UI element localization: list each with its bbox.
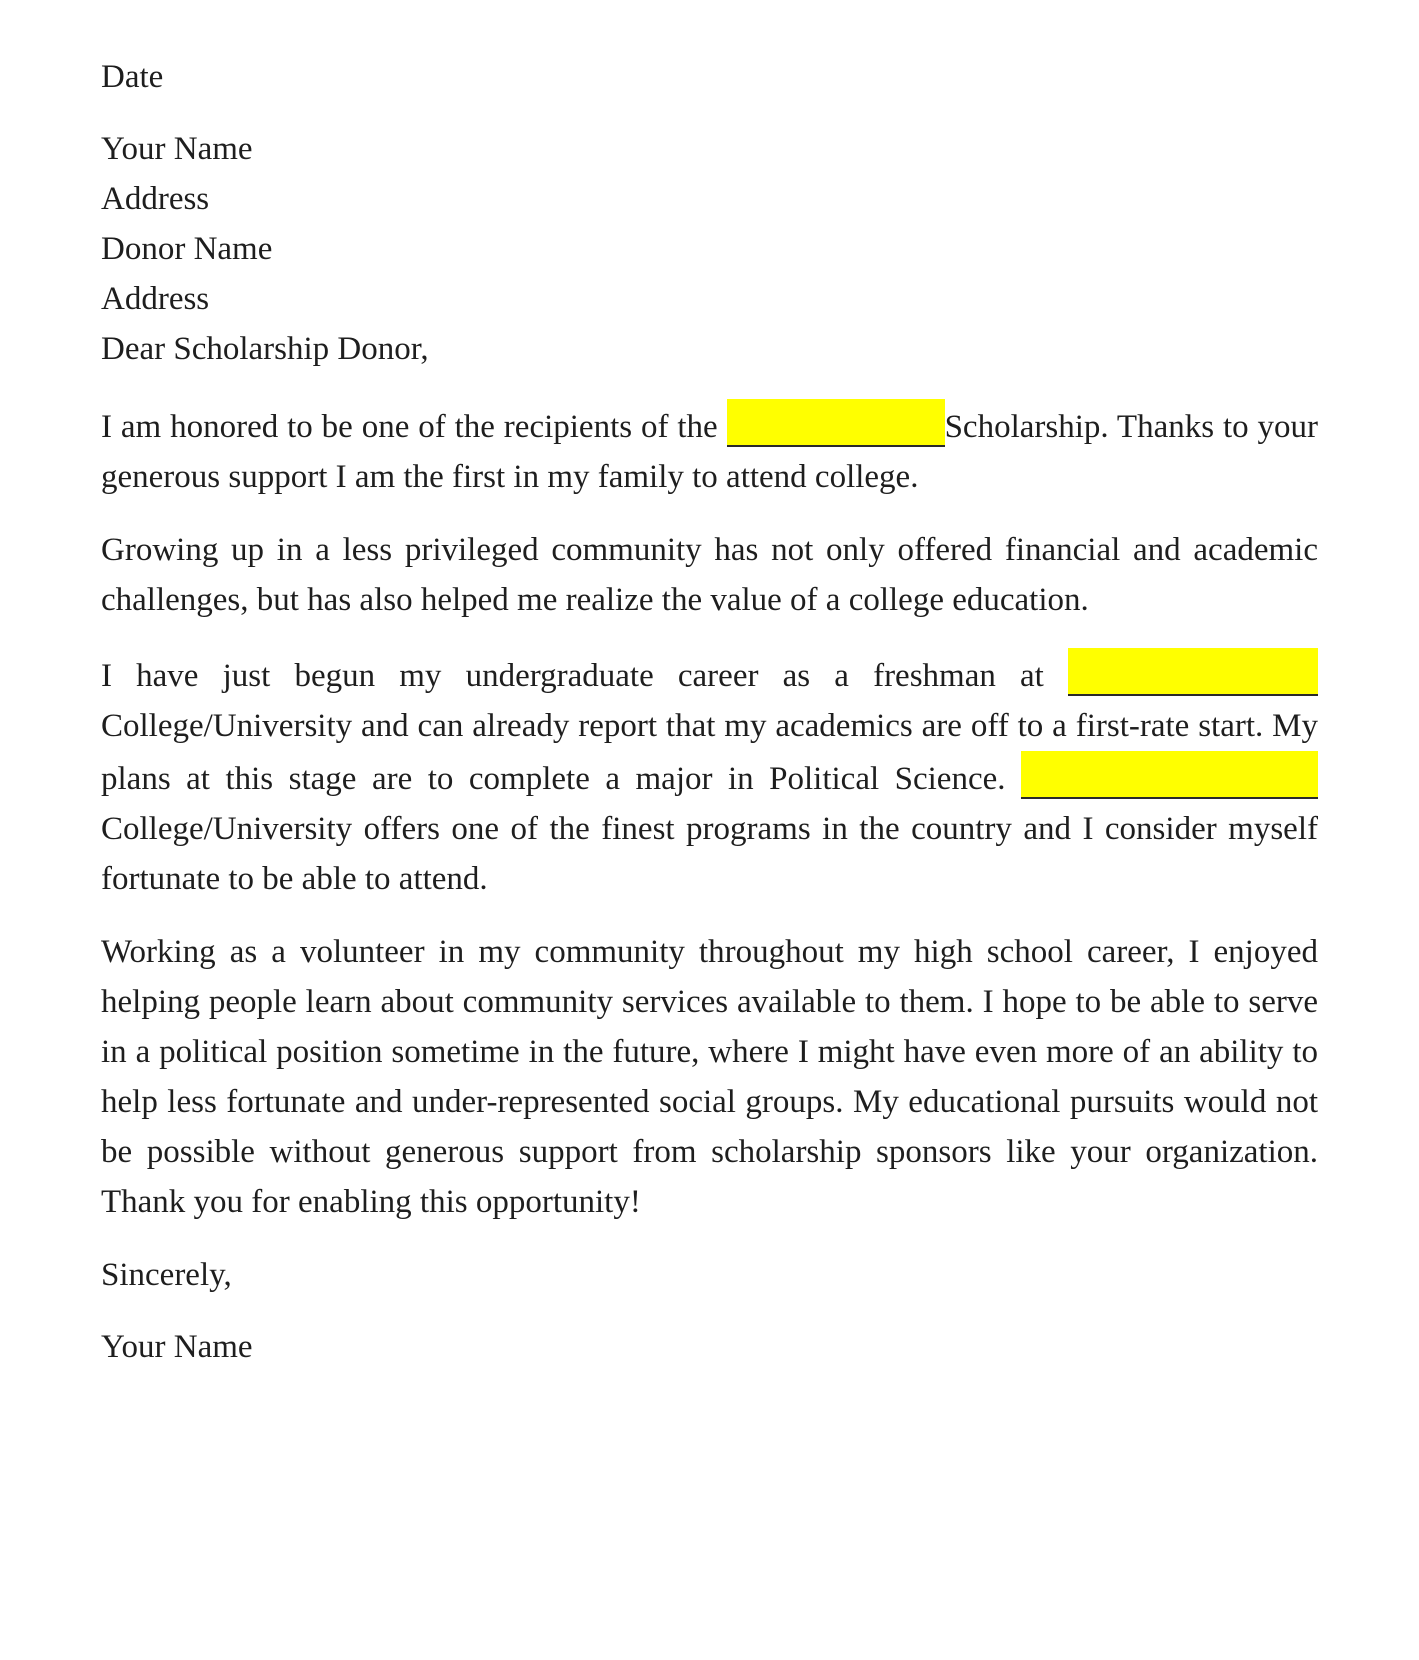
paragraph-college-start: I have just begun my undergraduate career as a freshman at (101, 658, 1068, 694)
scholarship-thank-you-letter (101, 52, 1318, 1372)
address-block (101, 124, 1318, 374)
signature-name: Your Name (101, 1329, 253, 1365)
college-name-blank-1[interactable] (1068, 648, 1318, 696)
paragraph-college-middle: College/University and can already report that my academics are off to a first-rate start. My plans at this stage are to complete a major in Political Science. (101, 708, 1318, 797)
paragraph-recipient-start: I am honored to be one of the recipients of the (101, 409, 727, 445)
paragraph-college-end: College/University offers one of the finest programs in the country and I consider myself fortunate to be able to attend. (101, 811, 1318, 897)
paragraph-recipient-end: Scholarship. Thanks to your generous support I am the first in my family to attend college. (101, 409, 1318, 495)
scholarship-name-blank[interactable] (727, 399, 945, 447)
paragraph-recipient (101, 399, 1318, 502)
paragraph-volunteer: Working as a volunteer in my community throughout my high school career, I enjoyed helping people learn about community services available to them. I hope to be able to serve in a political position sometime in the future, where I might have even more of an ability to help less fortunate and under-represented social groups. My educational pursuits would not be possible without generous support from scholarship sponsors like your organization. Thank you for enabling this opportunity! (101, 934, 1318, 1220)
donor-name: Donor Name (101, 231, 273, 267)
donor-address: Address (101, 281, 210, 317)
sender-name: Your Name (101, 131, 253, 167)
paragraph-background: Growing up in a less privileged community has not only offered financial and academic challenges, but has also helped me realize the value of a college education. (101, 532, 1318, 618)
paragraph-college (101, 648, 1318, 904)
date-line: Date (101, 59, 164, 95)
sender-address: Address (101, 181, 210, 217)
closing: Sincerely, (101, 1257, 232, 1293)
college-name-blank-2[interactable] (1021, 751, 1318, 799)
salutation: Dear Scholarship Donor, (101, 331, 429, 367)
